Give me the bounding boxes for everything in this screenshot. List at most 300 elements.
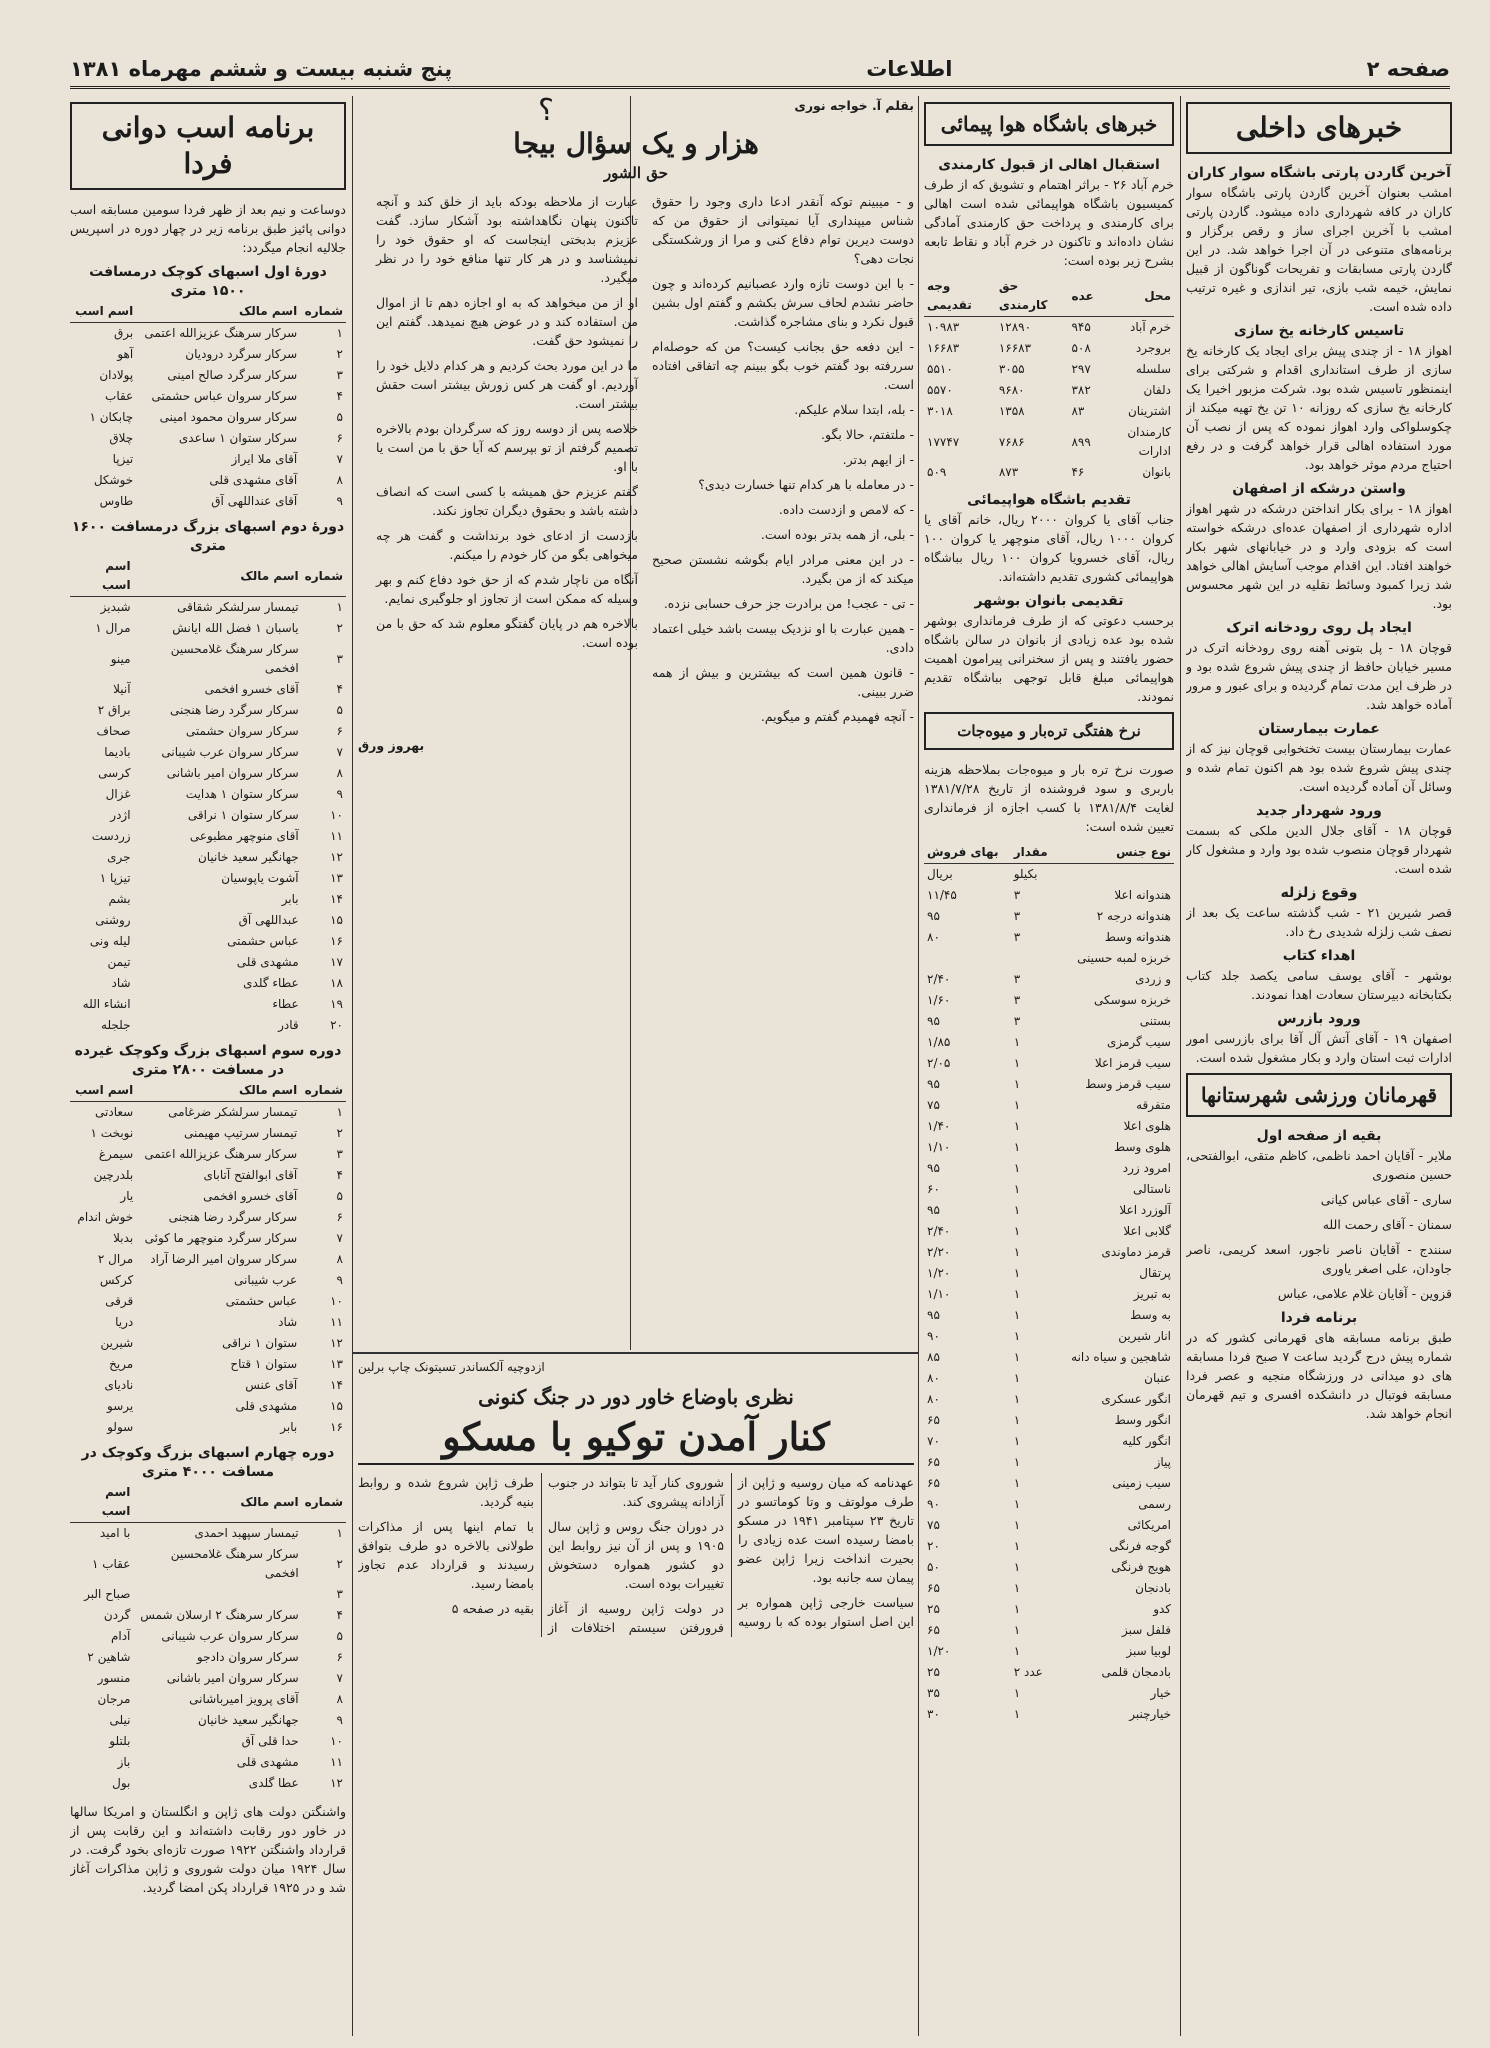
- table-cell: ۳: [1013, 1014, 1021, 1028]
- table-cell: چابکان ۱: [89, 410, 134, 424]
- table-cell: ۸۰: [927, 930, 940, 944]
- table-cell: ۲: [336, 1126, 343, 1140]
- table-cell: ۲۰: [927, 1539, 940, 1553]
- table-cell: هندوانه اعلا: [1114, 888, 1171, 902]
- table-cell: آقای خسرو افخمی: [203, 1189, 298, 1203]
- table-cell: بروجرد: [1135, 341, 1171, 355]
- race-row: [70, 784, 346, 805]
- race-heading: دوره چهارم اسبهای بزرگ وکوچک در مسافت ۴۰۰۰ متری: [81, 1445, 335, 1480]
- table-cell: ۱: [336, 326, 343, 340]
- table-cell: منسور: [97, 1671, 131, 1685]
- race-row: [70, 1584, 346, 1605]
- table-cell: ۱۹: [330, 997, 343, 1011]
- table-cell: مشهدی قلی: [236, 955, 299, 969]
- race-row: [70, 1165, 346, 1186]
- table-cell: ۴۶: [1071, 465, 1085, 479]
- table-cell: ۱: [1013, 1623, 1021, 1637]
- race-row: [70, 889, 346, 910]
- essay-subtitle: حق الشور: [603, 164, 669, 182]
- table-cell: ۵۰: [927, 1560, 940, 1574]
- table-cell: ۱۳: [330, 1357, 343, 1371]
- table-cell: و زردی: [1135, 972, 1171, 986]
- article-body: اهواز ۱۸ - از چندی پیش برای ایجاد یک کارخانه یخ سازی از طرف استانداری اقدام و شرکتی برای اینمنظور تاسیس شده بود. شرکت مزبور اخیرا یک کارخانه یخ سازی که روزانه ۱۰ تن یخ تهیه میکند از چکوسلواکی وارد اهواز نموده که پس از نصب آن مورد استفاده اهالی قرار خواهد گرفت و در رفع احتیاج مردم موثر خواهد بود.: [1186, 343, 1452, 472]
- table-cell: بادمجان قلمی: [1101, 1665, 1171, 1679]
- table-cell: سعادتی: [95, 1105, 134, 1119]
- table-cell: آقای ملا ایراز: [231, 452, 298, 466]
- article-heading: اهداء کتاب: [1282, 948, 1356, 964]
- table-cell: ۳: [1013, 993, 1021, 1007]
- race-row: [70, 931, 346, 952]
- table-cell: با امید: [99, 1526, 131, 1540]
- table-cell: ۱: [1013, 1287, 1021, 1301]
- table-cell: آقای مشهدی قلی: [209, 473, 298, 487]
- table-cell: ۳: [336, 1147, 343, 1161]
- race-row: [70, 1647, 346, 1668]
- table-cell: ۲: [336, 1556, 343, 1571]
- column-rule: [1180, 96, 1181, 2036]
- article-body: قوچان ۱۸ - پل بتونی آهنه روی رودخانه اترک در مسیر خیابان حافظ از چندی پیش شروع شده بود و در ظرف این مدت تمام گردیده و برای عبور و مرور آماده خواهد شد.: [1186, 640, 1452, 712]
- race-row: [70, 1544, 346, 1584]
- essay-paragraph: - که لامص و ازدست داده.: [778, 502, 914, 517]
- table-cell: شاد: [278, 1315, 298, 1329]
- table-cell: ۹: [336, 1713, 343, 1727]
- tokyo-moscow-article: [358, 1358, 914, 2038]
- table-row: [924, 1347, 1174, 1368]
- aviation-articles: [924, 156, 1174, 270]
- essay-paragraph: خلاصه پس از دوسه روز که سرگردان بودم بالاخره تصمیم گرفتم از تو بپرسم که آیا حق با من است یا با او.: [376, 421, 638, 474]
- table-cell: ۵۵۱۰: [927, 362, 953, 376]
- table-row: [924, 1011, 1174, 1032]
- table-cell: به تبریز: [1133, 1287, 1171, 1301]
- table-cell: ۲: [336, 347, 343, 361]
- table-cell: ۱۲: [330, 1336, 343, 1350]
- table-row: [924, 1095, 1174, 1116]
- table-cell: یرسو: [107, 1399, 134, 1413]
- table-cell: خرم آباد: [1130, 320, 1171, 334]
- table-cell: ستوان ۱ نراقی: [222, 1336, 298, 1350]
- table-cell: ۲ عدد: [1013, 1665, 1043, 1679]
- article-body: اهواز ۱۸ - برای بکار انداختن درشکه در شهر اهواز اداره شهرداری از اصفهان عده‌ای درشکه خواسته است که بزودی وارد و در خیابانهای شهر بکار خواهند افتاد. این اقدام موجب آسایش اهالی خواهد شد زیرا کمبود وسائط نقلیه در این شهر محسوس بود.: [1186, 501, 1452, 611]
- sports-entry: ملایر - آقایان احمد ناظمی، کاظم متقی، ابوالفتحی، حسین منصوری: [1186, 1148, 1452, 1182]
- table-cell: جهانگیر سعید خانیان: [197, 850, 299, 864]
- table-cell: ۱: [1013, 1140, 1021, 1154]
- table-cell: خوشکل: [93, 473, 134, 487]
- table-cell: ۱۲۸۹۰: [998, 320, 1032, 334]
- table-cell: ۱: [1013, 1203, 1021, 1217]
- table-cell: سرکار ستوان ۱ نراقی: [187, 808, 299, 822]
- table-cell: ۱: [1013, 1686, 1021, 1700]
- table-cell: عطا گلدی: [248, 1776, 299, 1790]
- table-cell: ۱/۱۰: [927, 1287, 951, 1301]
- table-cell: ۸: [336, 766, 343, 780]
- table-cell: ۱: [1013, 1560, 1021, 1574]
- table-cell: ۱/۸۵: [927, 1035, 951, 1049]
- table-cell: ۵: [336, 1189, 343, 1203]
- table-cell: ۱: [1013, 1245, 1021, 1259]
- table-cell: گلابی اعلا: [1123, 1224, 1171, 1238]
- essay-byline: بقلم آ. خواجه نوری: [794, 98, 914, 113]
- essay-paragraph: او از من میخواهد که به او اجازه دهم تا از اموال من استفاده کند و در عوض هیچ نمیدهد. گفتم این را نمیشود حق گفت.: [376, 295, 638, 348]
- race-heading: دورهٔ دوم اسبهای بزرگ درمسافت ۱۶۰۰ متری: [71, 519, 345, 554]
- table-cell: بشم: [108, 892, 131, 906]
- race-heading: دوره سوم اسبهای بزرگ وکوچک غیرده در مسافت ۲۸۰۰ متری: [74, 1043, 342, 1078]
- table-cell: ۸۰: [927, 1392, 940, 1406]
- table-cell: ۹۵: [927, 1203, 940, 1217]
- table-cell: ۱: [1013, 1371, 1021, 1385]
- table-cell: [1056, 864, 1174, 886]
- table-cell: زردست: [91, 829, 131, 843]
- table-cell: سرکار سرگرد رضا هنجنی: [168, 1210, 298, 1224]
- table-row: [924, 1305, 1174, 1326]
- race-row: [70, 679, 346, 700]
- sports-entry: سمنان - آقای رحمت الله: [1322, 1217, 1452, 1232]
- table-cell: شاهین ۲: [87, 1650, 131, 1664]
- table-cell: ۱۸: [330, 976, 343, 990]
- horizontal-rule: [352, 1352, 918, 1354]
- table-cell: ۶: [336, 1650, 343, 1664]
- table-cell: شاد: [111, 976, 131, 990]
- table-cell: چلاق: [109, 431, 134, 445]
- table-cell: آقای عنس: [245, 1378, 298, 1392]
- race-table-head: [70, 556, 346, 597]
- table-cell: ۱۵: [330, 913, 343, 927]
- table-cell: ۳۰: [927, 1707, 940, 1721]
- essay-paragraph: - با این دوست تازه وارد عصبانیم کرده‌اند و چون حاضر نشدم لحاف سرش بکشم و گفتم اول بشین قبول نکرد و بنای مشاجره گذاشت.: [652, 276, 914, 329]
- table-row: [924, 1620, 1174, 1641]
- sports-entry: سنندج - آقایان ناصر ناجور، اسعد کریمی، ناصر جاودان، علی اصغر یاوری: [1186, 1242, 1452, 1276]
- table-cell: سرکار سروان امیر الرضا آراد: [150, 1252, 298, 1266]
- table-cell: مشهدی قلی: [236, 1755, 299, 1769]
- table-cell: گوجه فرنگی: [1109, 1539, 1171, 1553]
- article-heading: واستن درشکه از اصفهان: [1232, 481, 1406, 497]
- horse-racing-intro: دوساعت و نیم بعد از ظهر فردا سومین مسابقه اسب دوانی پائیز طبق برنامه زیر در چهار دوره در اسپریس جلالیه انجام میگردد:: [70, 202, 346, 255]
- domestic-news-column: [1186, 96, 1452, 2046]
- sports-entry: ساری - آقای عباس کیانی: [1320, 1192, 1452, 1207]
- article-paragraph: بقیه در صفحه ۵: [451, 1601, 534, 1616]
- essay-paragraph: - قانون همین است که بیشترین و بیش از همه ضرر ببینی.: [652, 665, 914, 699]
- table-cell: تیمسار سرلشکر ضرغامی: [168, 1105, 298, 1119]
- race-row: [70, 1773, 346, 1794]
- table-cell: ۱۰: [330, 1734, 343, 1748]
- table-cell: سلسله: [1135, 362, 1171, 376]
- table-cell: جهانگیر سعید خانیان: [197, 1713, 299, 1727]
- table-cell: قرقی: [105, 1294, 134, 1308]
- article-kicker: نظری باوضاع خاور دور در جنگ کنونی: [478, 1385, 794, 1409]
- table-cell: ۱۴: [330, 1378, 343, 1392]
- table-cell: بلتلو: [109, 1734, 131, 1748]
- race-row: [70, 323, 346, 345]
- table-cell: سرکار سروان عباس حشمتی: [151, 389, 298, 403]
- table-cell: عطاء گلدی: [243, 976, 299, 990]
- table-cell: بادنجان: [1135, 1581, 1171, 1595]
- table-cell: شماره: [302, 556, 346, 597]
- table-cell: سرکار سرهنگ ۲ ارسلان شمس: [140, 1608, 299, 1622]
- table-cell: بستنی: [1139, 1014, 1171, 1028]
- race-table: [70, 556, 346, 1036]
- table-cell: ۶۵: [927, 1581, 940, 1595]
- race-row: [70, 1123, 346, 1144]
- table-cell: وجه تقدیمی: [924, 276, 996, 317]
- table-cell: کدو: [1153, 1602, 1171, 1616]
- table-cell: نادیای: [104, 1378, 134, 1392]
- table-row: [924, 969, 1174, 990]
- issue-date: پنج شنبه بیست و ششم مهرماه ۱۳۸۱: [70, 57, 453, 81]
- race-row: [70, 1626, 346, 1647]
- table-cell: ۸۷۳: [998, 465, 1019, 479]
- race-row: [70, 1396, 346, 1417]
- table-cell: کارمندان ادارات: [1127, 425, 1171, 458]
- article-source: ازدوچیه آلکساندر تسیتونک چاپ برلین: [358, 1360, 545, 1374]
- article-heading: استقبال اهالی از قبول کارمندی: [938, 157, 1160, 173]
- race-table: [70, 1080, 346, 1438]
- table-cell: کرسی: [98, 766, 131, 780]
- table-cell: صباح البر: [84, 1587, 131, 1601]
- race-row: [70, 470, 346, 491]
- table-cell: به وسط: [1130, 1308, 1171, 1322]
- table-cell: ۷: [336, 452, 343, 466]
- table-cell: ۵: [336, 1629, 343, 1643]
- table-cell: عقاب ۱: [91, 1556, 131, 1571]
- table-cell: [133, 1584, 301, 1605]
- table-cell: بادیما: [104, 745, 131, 759]
- race-row: [70, 1186, 346, 1207]
- table-cell: شیرین: [100, 1336, 134, 1350]
- race-row: [70, 618, 346, 639]
- table-cell: مشهدی قلی: [235, 1399, 298, 1413]
- table-cell: ناستالی: [1133, 1182, 1171, 1196]
- table-cell: خیارچنبر: [1129, 1707, 1171, 1721]
- table-cell: تیمسار سپهبد احمدی: [194, 1526, 299, 1540]
- article-heading: تاسیس کارخانه یخ سازی: [1233, 323, 1405, 339]
- table-cell: سرکار سرگرد صالح امینی: [167, 368, 298, 382]
- table-cell: ۹۰: [927, 1329, 940, 1343]
- table-row: [924, 1368, 1174, 1389]
- table-cell: ۱: [1013, 1581, 1021, 1595]
- table-row: [924, 1116, 1174, 1137]
- table-cell: ۱۱/۴۵: [927, 888, 957, 902]
- article-paragraph: با تمام اینها پس از مذاکرات طولانی بالاخره دو طرف بتوافق رسیدند و قرارداد عدم تجاوز بامضا رسید.: [358, 1519, 534, 1591]
- table-cell: انگور عسکری: [1101, 1392, 1171, 1406]
- table-cell: مرال ۲: [97, 1252, 134, 1266]
- table-cell: ۶۵: [927, 1623, 940, 1637]
- article-paragraph: عهدنامه که میان روسیه و ژاپن از طرف مولوتف و وتا کوماتسو در تاریخ ۲۳ سپتامبر ۱۹۴۱ در مسکو بامضا رسیده است عده زیادی را بحیرت انداخت زیرا ژاپن عضو پیمان سه جانبه بود.: [738, 1475, 914, 1585]
- table-cell: ۳: [1013, 909, 1021, 923]
- essay-paragraph: - همین عبارت با او نزدیک بیست باشد خیلی اعتماد دادی.: [652, 621, 914, 655]
- table-cell: ۳: [1013, 972, 1021, 986]
- table-cell: اسم مالک: [136, 1080, 300, 1102]
- table-cell: خوش اندام: [77, 1210, 134, 1224]
- article-heading: ورود شهردار جدید: [1256, 803, 1382, 819]
- table-cell: فلفل سبز: [1122, 1623, 1171, 1637]
- table-cell: مرال ۱: [95, 621, 131, 635]
- table-cell: نوع جنس: [1056, 842, 1174, 864]
- table-cell: عباس حشمتی: [225, 1294, 298, 1308]
- table-cell: امرود زرد: [1122, 1161, 1171, 1175]
- table-cell: ۱۶: [330, 1420, 343, 1434]
- race-heading: دورهٔ اول اسبهای کوچک درمسافت ۱۵۰۰ متری: [89, 264, 327, 299]
- table-cell: اسم اسب: [70, 556, 134, 597]
- race-row: [70, 1523, 346, 1545]
- table-cell: روشنی: [95, 913, 131, 927]
- table-cell: ۶۰: [927, 1182, 940, 1196]
- table-cell: شماره: [300, 301, 346, 323]
- table-cell: تیمسار سرلشکر شقاقی: [177, 600, 299, 614]
- table-cell: ۹۴۵: [1071, 320, 1091, 334]
- table-cell: انگور کلیه: [1122, 1434, 1171, 1448]
- table-cell: ۳۸۲: [1071, 383, 1091, 397]
- table-cell: آهو: [117, 347, 134, 361]
- article-body: عمارت بیمارستان بیست تختخوابی قوچان نیز که از چندی پیش شروع شده بود هم اکنون تمام شده و وسائل آن آماده گردیده است.: [1186, 741, 1452, 794]
- table-row: [924, 338, 1174, 359]
- race-row: [70, 1668, 346, 1689]
- table-row: [924, 1032, 1174, 1053]
- table-cell: ۷۶۸۶: [998, 434, 1025, 449]
- table-cell: لوبیا سبز: [1126, 1644, 1171, 1658]
- table-cell: ۱: [1013, 1392, 1021, 1406]
- table-cell: بابر: [281, 892, 299, 906]
- table-cell: سرکار ستوان ۱ هدایت: [185, 787, 299, 801]
- essay-text-left: [376, 192, 638, 732]
- table-cell: تیمسار سرتیپ مهیمنی: [183, 1126, 298, 1140]
- table-cell: عطاء: [272, 997, 299, 1011]
- table-row: [924, 1452, 1174, 1473]
- table-row: [924, 1137, 1174, 1158]
- prices-title: نرخ هفتگی تره‌بار و میوه‌جات: [924, 712, 1174, 750]
- table-cell: بکیلو: [1013, 867, 1038, 881]
- table-cell: گردن: [103, 1608, 131, 1622]
- table-cell: آشوت یاپوسیان: [221, 871, 299, 885]
- table-cell: اسم اسب: [70, 1080, 136, 1102]
- table-cell: ۶: [336, 431, 343, 445]
- table-row: [924, 1158, 1174, 1179]
- race-row: [70, 386, 346, 407]
- race-row: [70, 1375, 346, 1396]
- table-cell: ۹۰: [927, 1497, 940, 1511]
- race-row: [70, 365, 346, 386]
- article-heading: ورود بازرس: [1277, 1011, 1361, 1027]
- table-cell: ۱/۲۰: [927, 1644, 951, 1658]
- table-cell: سیب قرمز اعلا: [1094, 1056, 1171, 1070]
- table-cell: ۳: [336, 368, 343, 382]
- table-cell: هلوی اعلا: [1123, 1119, 1171, 1133]
- race-row: [70, 1333, 346, 1354]
- table-cell: بول: [112, 1776, 131, 1790]
- table-cell: صحاف: [96, 724, 131, 738]
- table-cell: انگور وسط: [1114, 1413, 1171, 1427]
- table-cell: ۹: [336, 1273, 343, 1287]
- race-row: [70, 847, 346, 868]
- race-row: [70, 1207, 346, 1228]
- table-cell: ۵: [336, 410, 343, 424]
- article-title: کنار آمدن توکیو با مسکو: [358, 1411, 914, 1465]
- article-body: جناب آقای یا کروان ۲۰۰۰ ریال، خانم آقای یا کروان ۱۰۰۰ ریال، آقای منوچهر یا کروان ۱۰۰ ریال، آقای خسرویا کروان ۱۰۰ ریال بباشگاه هواپیمائی کشوری تقدیم داشته‌اند.: [924, 512, 1174, 584]
- table-cell: هویج فرنگی: [1111, 1560, 1171, 1574]
- table-cell: ۱۴: [330, 892, 343, 906]
- table-row: [924, 1599, 1174, 1620]
- table-cell: یار: [120, 1189, 134, 1203]
- table-row: [924, 1326, 1174, 1347]
- race-row: [70, 826, 346, 847]
- table-row: [924, 1200, 1174, 1221]
- table-row: [924, 401, 1174, 422]
- table-cell: سرکار سروان عرب شیبانی: [161, 745, 299, 759]
- table-cell: رسمی: [1138, 1497, 1171, 1511]
- table-cell: ۴: [336, 1608, 343, 1622]
- essay-paragraph: - در این معنی مرادر ایام بگوشه نشستن صحیح میکند که از من بگیرد.: [652, 552, 914, 586]
- race-row: [70, 742, 346, 763]
- aviation-title: خبرهای باشگاه هوا پیمائی: [924, 102, 1174, 146]
- table-cell: ۱: [1013, 1518, 1021, 1532]
- table-cell: ۹۵: [927, 1161, 940, 1175]
- table-cell: نیلی: [109, 1713, 131, 1727]
- table-cell: ۲۵: [927, 1665, 940, 1679]
- table-cell: ۱: [1013, 1434, 1021, 1448]
- table-cell: شماره: [300, 1080, 346, 1102]
- table-cell: امریکائی: [1127, 1518, 1171, 1532]
- table-cell: شماره: [302, 1482, 346, 1523]
- table-cell: ۱۱: [330, 829, 343, 843]
- table-cell: ۵۰۸: [1071, 341, 1091, 355]
- table-cell: آقای منوچهر مطبوعی: [189, 829, 299, 843]
- table-row: [924, 1053, 1174, 1074]
- table-row: [924, 1494, 1174, 1515]
- table-cell: سیب زمینی: [1112, 1476, 1171, 1490]
- table-cell: ۱: [1013, 1476, 1021, 1490]
- race-row: [70, 1312, 346, 1333]
- table-cell: یاسبان ۱ فضل الله ایانش: [172, 621, 299, 635]
- essay-paragraph: - در معامله با هر کدام تنها خسارت دیدی؟: [698, 477, 914, 492]
- table-row: [924, 1536, 1174, 1557]
- table-cell: جری: [107, 850, 131, 864]
- table-cell: [1011, 948, 1056, 969]
- table-cell: ۱: [1013, 1056, 1021, 1070]
- essay-text-right: [652, 192, 914, 732]
- table-cell: ۱/۲۰: [927, 1266, 951, 1280]
- table-row: [924, 1179, 1174, 1200]
- table-cell: ۲: [336, 621, 343, 635]
- essay-paragraph: عبارت از ملاحظه بودکه باید از خلق کند و آنچه تاکنون پنهان نگاهداشته بود آشکار سازد. گفت عزیزم بدبختی اینجاست که او حقوق خود را نمیشناسد و در هر کار تنها منافع خود را در نظر میگیرد.: [376, 194, 638, 285]
- table-cell: ۶۵: [927, 1455, 940, 1469]
- table-cell: ۷۰: [927, 1434, 940, 1448]
- table-cell: بلدرچین: [93, 1168, 134, 1182]
- table-cell: هندوانه وسط: [1104, 930, 1171, 944]
- race-row: [70, 994, 346, 1015]
- race-row: [70, 1015, 346, 1036]
- program-title: برنامه فردا: [1280, 1310, 1358, 1326]
- table-cell: شاهجین و سیاه دانه: [1071, 1350, 1171, 1364]
- article-body: خرم آباد ۲۶ - براثر اهتمام و تشویق که از طرف کمیسیون باشگاه هواپیمائی شده است اهالی برای کارمندی و پرداخت حق کارمندی آمادگی نشان داده‌اند و تاکنون در خرم آباد و نقاط تابعه بشرح زیر بوده است:: [924, 177, 1174, 268]
- aviation-articles-2: [924, 491, 1174, 706]
- article-paragraph: در دوران جنگ روس و ژاپن سال ۱۹۰۵ و پس از آن نیز روابط این دو کشور همواره دستخوش تغییرات بوده است.: [548, 1519, 724, 1591]
- table-cell: اشترینان: [1127, 404, 1171, 418]
- table-row: [924, 906, 1174, 927]
- prices-table: [924, 842, 1174, 1725]
- race-row: [70, 639, 346, 679]
- essay-paragraph: - آنچه فهمیدم گفتم و میگویم.: [760, 709, 914, 724]
- sports-list: [1186, 1146, 1452, 1303]
- membership-table: [924, 276, 1174, 483]
- essay-paragraph: گفتم عزیزم حق همیشه با کسی است که انصاف داشته باشد و بحقوق دیگران تجاوز نکند.: [376, 484, 638, 518]
- sports-entry: قزوین - آقایان غلام علامی، عباس: [1277, 1286, 1452, 1301]
- race-row: [70, 700, 346, 721]
- table-cell: هندوانه درجه ۲: [1096, 909, 1171, 923]
- race-row: [70, 597, 346, 619]
- horse-racing-title: برنامه اسب دوانی فردا: [70, 102, 346, 190]
- table-cell: ۶: [336, 724, 343, 738]
- table-cell: ۱: [1013, 1350, 1021, 1364]
- table-row: [924, 1389, 1174, 1410]
- table-cell: ۱: [1013, 1539, 1021, 1553]
